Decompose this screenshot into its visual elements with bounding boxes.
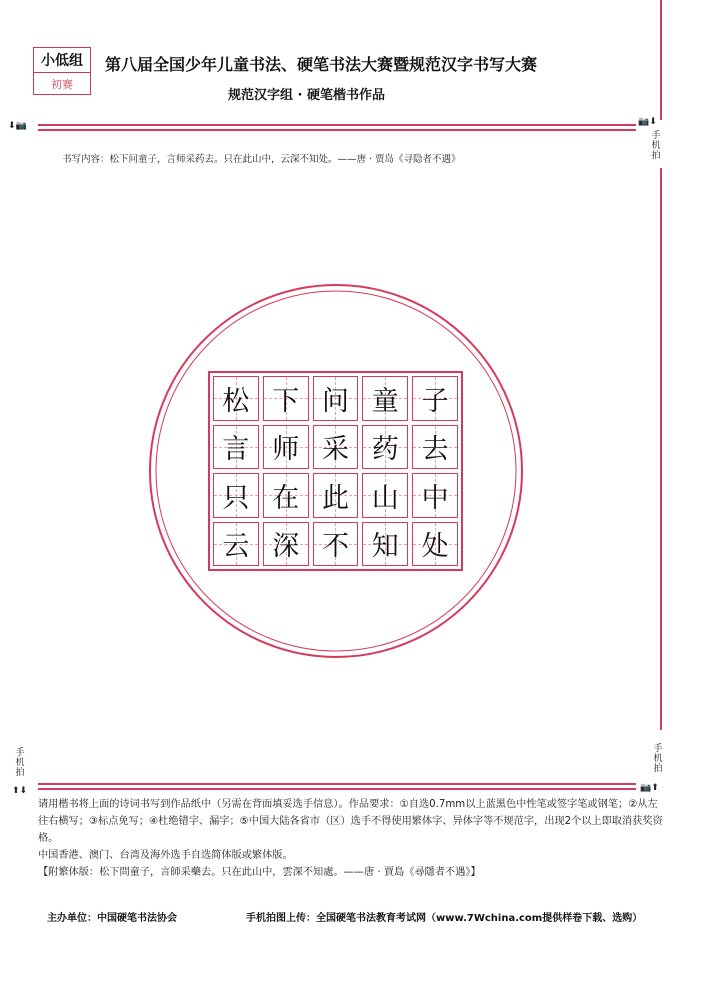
phone-shoot-label-bottom-left: 手机拍 [15, 748, 25, 778]
top-rule-1 [38, 124, 636, 126]
phone-shoot-label-top-right: 手机拍 [651, 131, 661, 161]
grid-character: 不 [321, 531, 349, 563]
grid-cell [313, 425, 359, 470]
phone-shoot-label-bottom-right: 手机拍 [653, 744, 663, 774]
grid-cell [213, 376, 259, 421]
bottom-rule-2 [38, 788, 636, 790]
grid-cell [213, 425, 259, 470]
grid-cell [263, 522, 309, 567]
writing-content: 书写内容：松下问童子，言师采药去。只在此山中，云深不知处。——唐 · 贾岛《寻隐者不遇》 [62, 154, 461, 165]
grid-character: 去 [421, 434, 449, 466]
grid-cell [263, 376, 309, 421]
grid-character: 在 [272, 482, 300, 514]
grid-character: 言 [222, 434, 250, 466]
organizer: 主办单位：中国硬笔书法协会 [47, 913, 177, 924]
grid-character: 药 [371, 434, 399, 466]
instructions [38, 796, 666, 881]
group-badge [33, 47, 91, 95]
grid-character: 采 [321, 434, 349, 466]
grid-character: 中 [421, 482, 449, 514]
grid-character: 云 [222, 531, 250, 563]
camera-arrow-icon-top-right: 📷⬇ [638, 117, 657, 127]
round-label: 初赛 [34, 72, 90, 95]
grid-character: 子 [421, 385, 449, 417]
grid-character: 问 [321, 385, 349, 417]
grid-cell [313, 473, 359, 518]
camera-arrow-icon-bottom-right: 📷⬆ [640, 783, 659, 793]
grid-cell [213, 522, 259, 567]
grid-cell [263, 425, 309, 470]
right-edge-line [660, 168, 662, 730]
grid-character: 师 [272, 434, 300, 466]
upload-info: 手机拍图上传：全国硬笔书法教育考试网（www.7Wchina.com提供样卷下载、选购） [246, 913, 643, 924]
grid-character: 处 [421, 531, 449, 563]
grid-character: 只 [222, 482, 250, 514]
grid-cell [313, 522, 359, 567]
grid-character: 下 [272, 385, 300, 417]
grid-cell [412, 473, 458, 518]
instructions-traditional: 【附繁体版：松下問童子，言師采藥去。只在此山中，雲深不知處。——唐 · 賈島《尋隱者不遇》】 [38, 867, 481, 878]
instructions-overseas: 中国香港、澳门、台湾及海外选手自选简体版或繁体版。 [38, 850, 293, 861]
arrow-icon-bottom-left: ⬆⬇ [12, 786, 28, 796]
grid-cell [412, 425, 458, 470]
grid-character: 知 [371, 531, 399, 563]
grid-cell [412, 376, 458, 421]
grid-cell [313, 376, 359, 421]
page-subtitle: 规范汉字组 · 硬笔楷书作品 [228, 88, 385, 103]
grid-character: 深 [272, 531, 300, 563]
grid-cell [362, 425, 408, 470]
right-edge-line-top [660, 0, 662, 120]
grid-character: 松 [222, 385, 250, 417]
bottom-rule-1 [38, 783, 636, 785]
grid-cell [263, 473, 309, 518]
grid-cell [362, 473, 408, 518]
grid-cell [213, 473, 259, 518]
grid-cell [362, 376, 408, 421]
grid-character: 此 [321, 482, 349, 514]
grid-cell [362, 522, 408, 567]
page-title: 第八届全国少年儿童书法、硬笔书法大赛暨规范汉字书写大赛 [105, 55, 538, 74]
camera-arrow-icon-top-left: ⬇📷 [8, 121, 27, 131]
top-rule-2 [38, 129, 636, 131]
group-label: 小低组 [41, 53, 83, 69]
grid-character: 山 [371, 482, 399, 514]
writing-grid [208, 371, 463, 571]
instructions-requirements: 请用楷书将上面的诗词书写到作品纸中（另需在背面填妥选手信息）。作品要求：①自选0.7mm以上蓝黑色中性笔或签字笔或钢笔；②从左往右横写；③标点免写；④杜绝错字、漏字；⑤中国大陆各省市（区）选手不得使用繁体字、异体字等不规范字，出现2个以上即取消获奖资格。 [38, 799, 663, 844]
grid-character: 童 [371, 385, 399, 417]
grid-cell [412, 522, 458, 567]
